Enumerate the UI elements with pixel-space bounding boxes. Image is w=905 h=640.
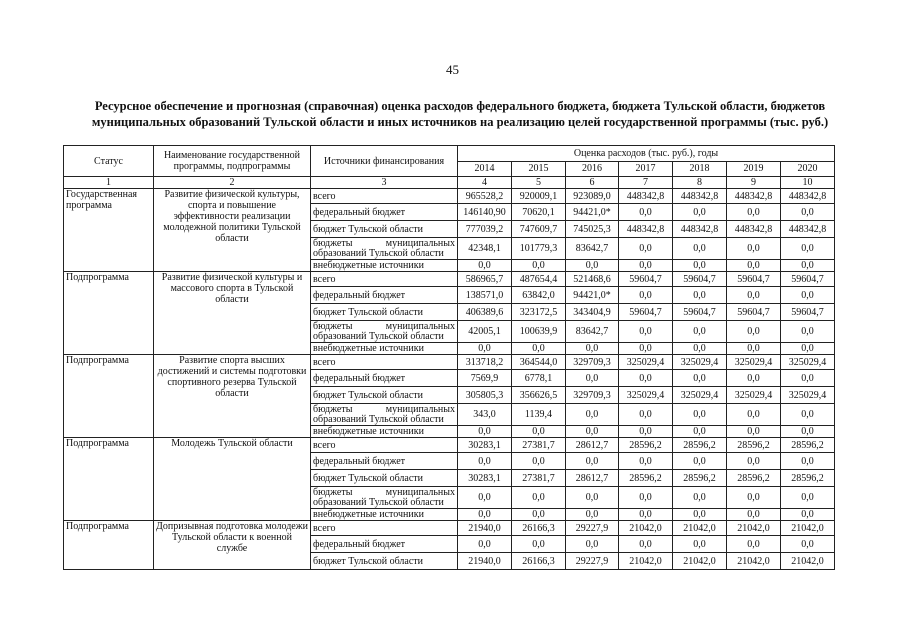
muni-label-b: муниципальных xyxy=(385,403,455,415)
value-cell: 0,0 xyxy=(566,536,619,553)
muni-label-c: образований Тульской области xyxy=(313,413,444,425)
value-cell: 747609,7 xyxy=(512,221,566,238)
value-cell: 0,0 xyxy=(673,487,727,509)
value-cell: 138571,0 xyxy=(458,287,512,304)
value-cell: 0,0 xyxy=(619,238,673,260)
value-cell: 0,0 xyxy=(619,426,673,438)
value-cell: 0,0 xyxy=(781,404,835,426)
value-cell: 59604,7 xyxy=(619,272,673,287)
value-cell: 29227,9 xyxy=(566,521,619,536)
value-cell: 0,0 xyxy=(619,343,673,355)
value-cell: 343,0 xyxy=(458,404,512,426)
muni-label-a: бюджеты xyxy=(313,320,353,332)
value-cell: 0,0 xyxy=(512,509,566,521)
value-cell: 0,0 xyxy=(512,536,566,553)
value-cell: 920009,1 xyxy=(512,189,566,204)
value-cell: 0,0 xyxy=(673,321,727,343)
value-cell: 521468,6 xyxy=(566,272,619,287)
table-row xyxy=(64,189,835,204)
value-cell: 21042,0 xyxy=(673,521,727,536)
muni-label-c: образований Тульской области xyxy=(313,496,444,508)
value-cell: 27381,7 xyxy=(512,470,566,487)
muni-label-c: образований Тульской области xyxy=(313,247,444,259)
value-cell: 0,0 xyxy=(781,509,835,521)
value-cell: 63842,0 xyxy=(512,287,566,304)
source-cell: всего xyxy=(311,272,458,287)
value-cell: 28596,2 xyxy=(619,470,673,487)
column-number: 9 xyxy=(727,177,781,189)
value-cell: 0,0 xyxy=(727,453,781,470)
value-cell: 0,0 xyxy=(619,321,673,343)
source-cell xyxy=(311,487,458,509)
value-cell: 448342,8 xyxy=(673,221,727,238)
program-name-cell: Развитие спорта высших достижений и системы подготовки спортивного резерва Тульской области xyxy=(154,355,311,438)
value-cell: 325029,4 xyxy=(619,387,673,404)
source-cell: всего xyxy=(311,438,458,453)
source-cell: внебюджетные источники xyxy=(311,509,458,521)
value-cell: 448342,8 xyxy=(619,189,673,204)
value-cell: 0,0 xyxy=(727,260,781,272)
value-cell: 0,0 xyxy=(727,238,781,260)
value-cell: 0,0 xyxy=(673,404,727,426)
value-cell: 21042,0 xyxy=(727,521,781,536)
header-name: Наименование государственной программы, подпрограммы xyxy=(154,146,311,177)
value-cell: 0,0 xyxy=(458,536,512,553)
value-cell: 0,0 xyxy=(619,453,673,470)
muni-label-b: муниципальных xyxy=(385,237,455,249)
value-cell: 83642,7 xyxy=(566,238,619,260)
value-cell: 0,0 xyxy=(727,370,781,387)
value-cell: 325029,4 xyxy=(781,355,835,370)
column-number: 8 xyxy=(673,177,727,189)
value-cell: 1139,4 xyxy=(512,404,566,426)
value-cell: 26166,3 xyxy=(512,521,566,536)
year-header: 2015 xyxy=(512,161,566,177)
status-cell: Подпрограмма xyxy=(64,521,154,570)
value-cell: 146140,90 xyxy=(458,204,512,221)
value-cell: 448342,8 xyxy=(619,221,673,238)
program-name-cell: Развитие физической культуры и массового спорта в Тульской области xyxy=(154,272,311,355)
source-cell: федеральный бюджет xyxy=(311,536,458,553)
value-cell: 0,0 xyxy=(781,487,835,509)
program-name-cell: Развитие физической культуры, спорта и повышение эффективности реализации молодежной политики Тульской области xyxy=(154,189,311,272)
value-cell: 0,0 xyxy=(566,370,619,387)
value-cell: 7569,9 xyxy=(458,370,512,387)
value-cell: 42348,1 xyxy=(458,238,512,260)
muni-label-a: бюджеты xyxy=(313,403,353,415)
value-cell: 0,0 xyxy=(673,370,727,387)
value-cell: 30283,1 xyxy=(458,470,512,487)
value-cell: 94421,0* xyxy=(566,204,619,221)
year-header: 2019 xyxy=(727,161,781,177)
source-cell: федеральный бюджет xyxy=(311,204,458,221)
header-sources: Источники финансирования xyxy=(311,146,458,177)
value-cell: 28596,2 xyxy=(673,470,727,487)
value-cell: 0,0 xyxy=(566,509,619,521)
source-cell: федеральный бюджет xyxy=(311,370,458,387)
value-cell: 0,0 xyxy=(512,426,566,438)
value-cell: 28612,7 xyxy=(566,470,619,487)
source-cell: внебюджетные источники xyxy=(311,343,458,355)
value-cell: 21042,0 xyxy=(619,521,673,536)
source-cell xyxy=(311,404,458,426)
value-cell: 0,0 xyxy=(619,536,673,553)
page-number: 45 xyxy=(446,62,459,77)
value-cell: 448342,8 xyxy=(781,221,835,238)
value-cell: 59604,7 xyxy=(727,304,781,321)
header-status: Статус xyxy=(64,146,154,177)
source-cell: бюджет Тульской области xyxy=(311,304,458,321)
value-cell: 0,0 xyxy=(727,287,781,304)
table-row xyxy=(64,521,835,536)
column-number: 1 xyxy=(64,177,154,189)
year-header: 2020 xyxy=(781,161,835,177)
value-cell: 329709,3 xyxy=(566,355,619,370)
status-cell: Подпрограмма xyxy=(64,355,154,438)
column-number: 3 xyxy=(311,177,458,189)
value-cell: 28596,2 xyxy=(619,438,673,453)
value-cell: 21042,0 xyxy=(673,553,727,570)
value-cell: 0,0 xyxy=(673,260,727,272)
value-cell: 0,0 xyxy=(673,238,727,260)
value-cell: 0,0 xyxy=(458,260,512,272)
year-header: 2018 xyxy=(673,161,727,177)
column-number: 4 xyxy=(458,177,512,189)
value-cell: 0,0 xyxy=(673,453,727,470)
muni-label-a: бюджеты xyxy=(313,486,353,498)
value-cell: 28596,2 xyxy=(727,470,781,487)
table-row xyxy=(64,438,835,453)
value-cell: 325029,4 xyxy=(781,387,835,404)
value-cell: 777039,2 xyxy=(458,221,512,238)
value-cell: 745025,3 xyxy=(566,221,619,238)
value-cell: 0,0 xyxy=(673,536,727,553)
value-cell: 0,0 xyxy=(781,260,835,272)
program-name-cell: Молодежь Тульской области xyxy=(154,438,311,521)
value-cell: 0,0 xyxy=(673,287,727,304)
value-cell: 313718,2 xyxy=(458,355,512,370)
value-cell: 356626,5 xyxy=(512,387,566,404)
value-cell: 29227,9 xyxy=(566,553,619,570)
value-cell: 28612,7 xyxy=(566,438,619,453)
value-cell: 28596,2 xyxy=(673,438,727,453)
source-cell: всего xyxy=(311,355,458,370)
value-cell: 21042,0 xyxy=(619,553,673,570)
value-cell: 325029,4 xyxy=(727,387,781,404)
value-cell: 42005,1 xyxy=(458,321,512,343)
value-cell: 0,0 xyxy=(781,321,835,343)
table-row xyxy=(64,355,835,370)
value-cell: 0,0 xyxy=(619,487,673,509)
status-cell: Подпрограмма xyxy=(64,438,154,521)
source-cell: бюджет Тульской области xyxy=(311,470,458,487)
value-cell: 965528,2 xyxy=(458,189,512,204)
value-cell: 83642,7 xyxy=(566,321,619,343)
value-cell: 0,0 xyxy=(781,370,835,387)
table-row xyxy=(64,272,835,287)
status-cell: Подпрограмма xyxy=(64,272,154,355)
value-cell: 0,0 xyxy=(781,238,835,260)
value-cell: 0,0 xyxy=(566,343,619,355)
source-cell: внебюджетные источники xyxy=(311,426,458,438)
value-cell: 21042,0 xyxy=(727,553,781,570)
value-cell: 6778,1 xyxy=(512,370,566,387)
value-cell: 28596,2 xyxy=(781,470,835,487)
value-cell: 0,0 xyxy=(781,287,835,304)
muni-label-b: муниципальных xyxy=(385,486,455,498)
value-cell: 0,0 xyxy=(619,509,673,521)
muni-label-c: образований Тульской области xyxy=(313,330,444,342)
value-cell: 406389,6 xyxy=(458,304,512,321)
value-cell: 21940,0 xyxy=(458,553,512,570)
value-cell: 923089,0 xyxy=(566,189,619,204)
year-header: 2016 xyxy=(566,161,619,177)
value-cell: 70620,1 xyxy=(512,204,566,221)
value-cell: 59604,7 xyxy=(673,272,727,287)
value-cell: 0,0 xyxy=(781,426,835,438)
value-cell: 0,0 xyxy=(727,487,781,509)
value-cell: 325029,4 xyxy=(673,355,727,370)
value-cell: 0,0 xyxy=(727,404,781,426)
value-cell: 323172,5 xyxy=(512,304,566,321)
value-cell: 101779,3 xyxy=(512,238,566,260)
value-cell: 100639,9 xyxy=(512,321,566,343)
value-cell: 0,0 xyxy=(781,343,835,355)
value-cell: 0,0 xyxy=(727,343,781,355)
value-cell: 0,0 xyxy=(566,260,619,272)
source-cell xyxy=(311,238,458,260)
value-cell: 0,0 xyxy=(727,509,781,521)
value-cell: 0,0 xyxy=(781,204,835,221)
value-cell: 28596,2 xyxy=(781,438,835,453)
value-cell: 448342,8 xyxy=(727,189,781,204)
source-cell xyxy=(311,321,458,343)
resource-table xyxy=(63,145,835,570)
value-cell: 0,0 xyxy=(781,536,835,553)
value-cell: 0,0 xyxy=(673,426,727,438)
value-cell: 343404,9 xyxy=(566,304,619,321)
year-header: 2014 xyxy=(458,161,512,177)
value-cell: 0,0 xyxy=(619,260,673,272)
source-cell: внебюджетные источники xyxy=(311,260,458,272)
value-cell: 325029,4 xyxy=(619,355,673,370)
value-cell: 0,0 xyxy=(512,453,566,470)
value-cell: 0,0 xyxy=(727,204,781,221)
source-cell: всего xyxy=(311,521,458,536)
program-name-cell: Допризывная подготовка молодежи Тульской области к военной службе xyxy=(154,521,311,570)
value-cell: 364544,0 xyxy=(512,355,566,370)
muni-label-b: муниципальных xyxy=(385,320,455,332)
year-header: 2017 xyxy=(619,161,673,177)
source-cell: всего xyxy=(311,189,458,204)
value-cell: 0,0 xyxy=(727,536,781,553)
value-cell: 27381,7 xyxy=(512,438,566,453)
value-cell: 448342,8 xyxy=(673,189,727,204)
value-cell: 21042,0 xyxy=(781,521,835,536)
value-cell: 0,0 xyxy=(566,426,619,438)
source-cell: бюджет Тульской области xyxy=(311,221,458,238)
value-cell: 0,0 xyxy=(619,204,673,221)
value-cell: 0,0 xyxy=(619,370,673,387)
value-cell: 0,0 xyxy=(458,487,512,509)
value-cell: 325029,4 xyxy=(673,387,727,404)
value-cell: 0,0 xyxy=(781,453,835,470)
value-cell: 0,0 xyxy=(673,204,727,221)
value-cell: 59604,7 xyxy=(781,304,835,321)
value-cell: 0,0 xyxy=(566,404,619,426)
source-cell: бюджет Тульской области xyxy=(311,553,458,570)
value-cell: 0,0 xyxy=(673,509,727,521)
value-cell: 0,0 xyxy=(566,453,619,470)
column-number: 2 xyxy=(154,177,311,189)
value-cell: 0,0 xyxy=(512,260,566,272)
value-cell: 0,0 xyxy=(619,404,673,426)
header-estimate: Оценка расходов (тыс. руб.), годы xyxy=(458,146,835,162)
value-cell: 329709,3 xyxy=(566,387,619,404)
value-cell: 0,0 xyxy=(727,321,781,343)
value-cell: 30283,1 xyxy=(458,438,512,453)
value-cell: 59604,7 xyxy=(673,304,727,321)
source-cell: бюджет Тульской области xyxy=(311,387,458,404)
value-cell: 21042,0 xyxy=(781,553,835,570)
value-cell: 28596,2 xyxy=(727,438,781,453)
value-cell: 59604,7 xyxy=(781,272,835,287)
status-cell: Государственная программа xyxy=(64,189,154,272)
value-cell: 0,0 xyxy=(727,426,781,438)
muni-label-a: бюджеты xyxy=(313,237,353,249)
value-cell: 0,0 xyxy=(566,487,619,509)
value-cell: 0,0 xyxy=(512,487,566,509)
source-cell: федеральный бюджет xyxy=(311,453,458,470)
value-cell: 448342,8 xyxy=(781,189,835,204)
value-cell: 487654,4 xyxy=(512,272,566,287)
value-cell: 21940,0 xyxy=(458,521,512,536)
value-cell: 0,0 xyxy=(458,343,512,355)
value-cell: 0,0 xyxy=(458,426,512,438)
value-cell: 0,0 xyxy=(458,509,512,521)
value-cell: 0,0 xyxy=(458,453,512,470)
value-cell: 586965,7 xyxy=(458,272,512,287)
value-cell: 0,0 xyxy=(619,287,673,304)
value-cell: 0,0 xyxy=(512,343,566,355)
value-cell: 59604,7 xyxy=(727,272,781,287)
column-number: 10 xyxy=(781,177,835,189)
value-cell: 0,0 xyxy=(673,343,727,355)
column-number: 6 xyxy=(566,177,619,189)
value-cell: 448342,8 xyxy=(727,221,781,238)
source-cell: федеральный бюджет xyxy=(311,287,458,304)
value-cell: 26166,3 xyxy=(512,553,566,570)
column-number: 5 xyxy=(512,177,566,189)
value-cell: 94421,0* xyxy=(566,287,619,304)
value-cell: 59604,7 xyxy=(619,304,673,321)
column-number: 7 xyxy=(619,177,673,189)
value-cell: 305805,3 xyxy=(458,387,512,404)
document-title: Ресурсное обеспечение и прогнозная (справочная) оценка расходов федерального бюджета, бюджета Тульской области, бюджетов муниципальных образований Тульской области и иных источников на реализацию целей государственной программы (тыс. руб.) xyxy=(91,99,829,129)
value-cell: 325029,4 xyxy=(727,355,781,370)
